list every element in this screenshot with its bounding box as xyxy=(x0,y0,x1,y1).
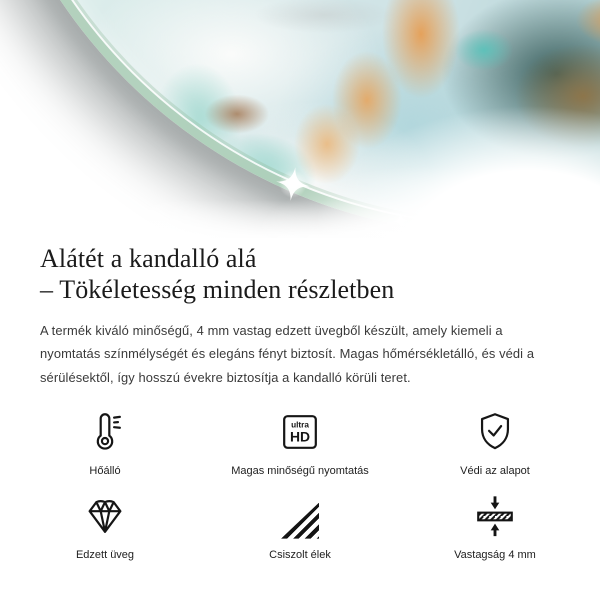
feature-print-quality xyxy=(203,409,398,477)
thickness-icon xyxy=(472,493,518,539)
feature-label: Hőálló xyxy=(89,464,121,477)
product-description: A termék kiváló minőségű, 4 mm vastag edzett üvegből készült, amely kiemeli a nyomtatás színmélységét és elegáns fényt biztosít. Magas hőmérsékletálló, és védi a sérülésektől, így hosszú évekre biztosítja a kandalló körüli teret. xyxy=(40,323,535,385)
feature-label: Csiszolt élek xyxy=(269,548,331,561)
page-title-line1: Alátét a kandalló alá xyxy=(40,244,257,273)
svg-text:HD: HD xyxy=(289,428,311,445)
feature-thickness xyxy=(398,493,593,561)
feature-protects-base xyxy=(398,409,593,477)
product-details xyxy=(0,238,600,561)
polished-edges-icon xyxy=(281,493,319,539)
thermometer-icon xyxy=(82,409,128,455)
feature-grid xyxy=(8,409,593,561)
ultra-hd-icon xyxy=(277,409,323,455)
feature-heat-resistant xyxy=(8,409,203,477)
product-image xyxy=(0,0,600,238)
feature-label: Vastagság 4 mm xyxy=(454,548,536,561)
diamond-icon xyxy=(82,493,128,539)
feature-label: Magas minőségű nyomtatás xyxy=(231,464,369,477)
feature-polished-edges xyxy=(203,493,398,561)
glass-disc-artwork xyxy=(0,0,600,235)
page-title xyxy=(40,244,560,305)
svg-text:ultra: ultra xyxy=(291,420,309,430)
page-title-line2: – Tökéletesség minden részletben xyxy=(40,274,395,304)
feature-label: Edzett üveg xyxy=(75,548,135,561)
shield-check-icon xyxy=(472,409,518,455)
feature-tempered-glass xyxy=(8,493,203,561)
feature-label: Védi az alapot xyxy=(460,464,530,477)
